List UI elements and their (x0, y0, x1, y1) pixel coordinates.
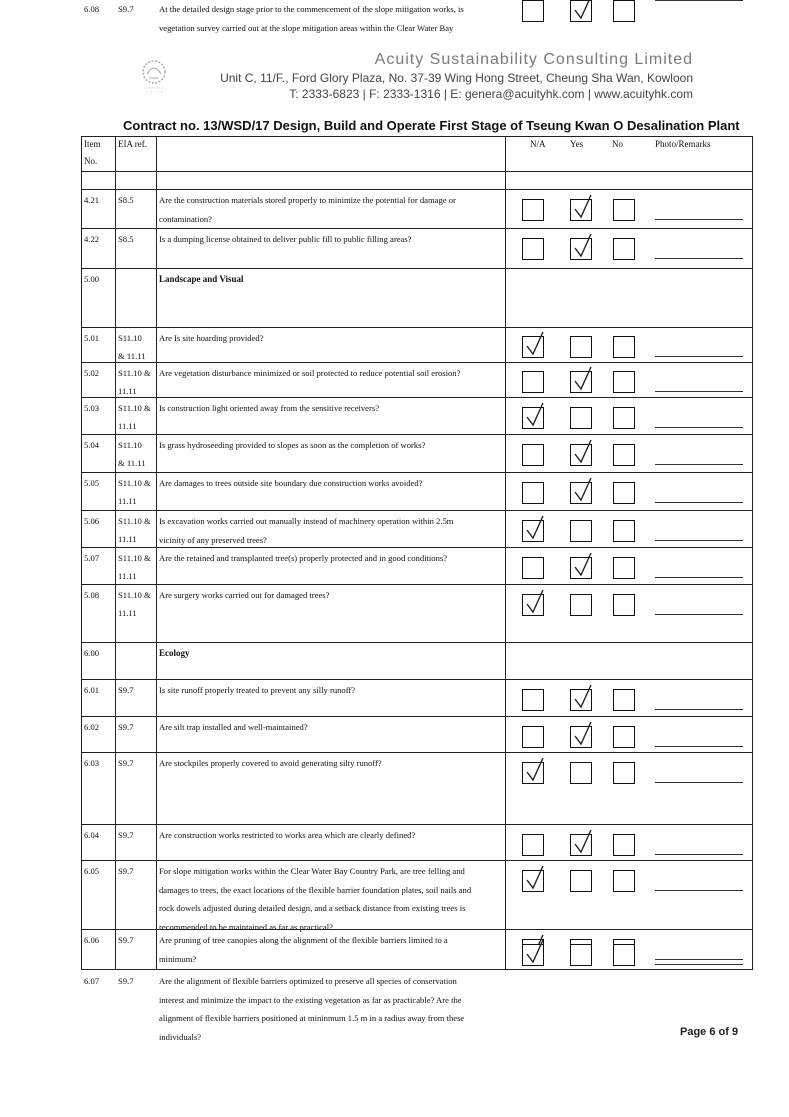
col-divider-item (115, 136, 116, 970)
description-line: Are stockpiles properly covered to avoid generating silty runoff? (159, 758, 382, 768)
description-line: vicinity of any preserved trees? (159, 534, 267, 545)
eia-ref: S9.7 (118, 685, 134, 695)
checkmark-icon (573, 366, 593, 392)
remarks-line (655, 890, 743, 891)
eia-ref: S9.7 (118, 758, 134, 768)
row-divider (81, 434, 753, 435)
description-line: vegetation survey carried out at the slope mitigation areas within the Clear Water Bay (159, 22, 454, 33)
section-title: Ecology (159, 648, 190, 658)
checkbox-na[interactable] (522, 870, 544, 892)
checkbox-yes[interactable] (570, 0, 592, 22)
checkmark-icon (525, 757, 545, 783)
item-number: 6.06 (84, 935, 100, 945)
item-description (159, 754, 507, 773)
checkbox-na[interactable] (522, 726, 544, 748)
item-number: 5.04 (84, 440, 100, 450)
eia-ref: 11.11 (118, 496, 137, 506)
item-number: 5.08 (84, 590, 100, 600)
eia-ref: S9.7 (118, 4, 134, 14)
row-divider (81, 397, 753, 398)
item-number: 5.00 (84, 274, 100, 284)
item-number: 5.06 (84, 516, 100, 526)
eia-ref: & 11.11 (118, 458, 146, 468)
remarks-line (655, 502, 743, 503)
description-line: individuals? (159, 1031, 202, 1042)
page-number: Page 6 of 9 (680, 1026, 739, 1038)
remarks-line (655, 614, 743, 615)
row-divider (81, 679, 753, 680)
remarks-line (655, 964, 743, 965)
eia-ref: S9.7 (118, 935, 134, 945)
checkbox-na[interactable] (522, 371, 544, 393)
item-number: 5.07 (84, 553, 100, 563)
company-address: Unit C, 11/F., Ford Glory Plaza, No. 37-39 Wing Hong Street, Cheung Sha Wan, Kowloon (220, 71, 693, 85)
remarks-line (655, 540, 743, 541)
eia-ref: 11.11 (118, 608, 137, 618)
description-line: Is grass hydroseeding provided to slopes as soon as the completion of works? (159, 440, 426, 450)
checkbox-yes[interactable] (570, 762, 592, 784)
item-description (159, 972, 507, 1046)
checkmark-icon (573, 721, 593, 747)
checkbox-yes[interactable] (570, 834, 592, 856)
remarks-line (655, 427, 743, 428)
item-description (159, 931, 507, 968)
description-line: recommended to be maintained as far as practical? (159, 921, 333, 932)
remarks-line (655, 356, 743, 357)
checkmark-icon (525, 402, 545, 428)
eia-ref: S9.7 (118, 830, 134, 840)
item-description (159, 826, 507, 845)
checkbox-yes[interactable] (570, 336, 592, 358)
description-line: Are surgery works carried out for damaged trees? (159, 590, 330, 600)
description-line: Are damages to trees outside site boundary due construction works avoided? (159, 478, 423, 488)
checkbox-no[interactable] (613, 0, 635, 22)
checkbox-no[interactable] (613, 834, 635, 856)
row-divider (81, 189, 753, 190)
description-line: For slope mitigation works within the Clear Water Bay Country Park, are tree felling and (159, 866, 465, 876)
row-divider (81, 362, 753, 363)
checkmark-icon (573, 194, 593, 220)
description-line: Are construction works restricted to works area which are clearly defined? (159, 830, 416, 840)
item-description (159, 718, 507, 737)
checkmark-icon (573, 829, 593, 855)
checkbox-no[interactable] (613, 594, 635, 616)
item-description (159, 436, 507, 455)
checkmark-icon (525, 331, 545, 357)
row-divider (81, 472, 753, 473)
row-divider (81, 327, 753, 328)
item-number: 6.01 (84, 685, 100, 695)
item-description (159, 549, 507, 568)
remarks-line (655, 0, 743, 1)
item-number: 5.02 (84, 368, 100, 378)
checkbox-yes[interactable] (570, 444, 592, 466)
checkbox-no[interactable] (613, 238, 635, 260)
remarks-line (655, 959, 743, 960)
item-description (159, 512, 507, 549)
eia-ref: S11.10 & (118, 403, 151, 413)
checkbox-yes[interactable] (570, 199, 592, 221)
item-description (159, 0, 507, 37)
description-line: Is construction light oriented away from the sensitive receivers? (159, 403, 380, 413)
checkbox-na[interactable] (522, 199, 544, 221)
item-number: 6.03 (84, 758, 100, 768)
checkbox-no[interactable] (613, 944, 635, 966)
checkmark-icon (525, 515, 545, 541)
description-line: At the detailed design stage prior to the commencement of the slope mitigation works, is (159, 4, 464, 14)
company-logo (138, 58, 170, 98)
item-description (159, 862, 507, 936)
item-number: 4.21 (84, 195, 100, 205)
eia-ref: 11.11 (118, 571, 137, 581)
description-line: Is site runoff properly treated to prevent any silly runoff? (159, 685, 356, 695)
col-header-item: Item (84, 139, 101, 149)
col-header-no-answer: No (612, 139, 623, 149)
checkbox-no[interactable] (613, 407, 635, 429)
checkbox-yes[interactable] (570, 726, 592, 748)
eia-ref: S11.10 & (118, 516, 151, 526)
eia-ref: S11.10 & (118, 553, 151, 563)
item-number: 6.04 (84, 830, 100, 840)
item-description (159, 586, 507, 605)
checkbox-yes[interactable] (570, 482, 592, 504)
checkmark-icon (573, 552, 593, 578)
checkbox-no[interactable] (613, 199, 635, 221)
row-divider (81, 642, 753, 643)
checkbox-no[interactable] (613, 482, 635, 504)
checkmark-icon (525, 589, 545, 615)
row-divider (81, 228, 753, 229)
item-number: 4.22 (84, 234, 100, 244)
description-line: contamination? (159, 213, 212, 224)
eia-ref: 11.11 (118, 386, 137, 396)
company-header (190, 50, 693, 102)
item-number: 6.00 (84, 648, 100, 658)
eia-ref: S11.10 & (118, 368, 151, 378)
description-line: Are pruning of tree canopies along the alignment of the flexible barriers limited to a (159, 935, 448, 945)
company-contact: T: 2333-6823 | F: 2333-1316 | E: genera@acuityhk.com | www.acuityhk.com (289, 87, 693, 101)
checkbox-na[interactable] (522, 520, 544, 542)
checkbox-na[interactable] (522, 944, 544, 966)
row-divider (81, 752, 753, 753)
section-title: Landscape and Visual (159, 274, 244, 284)
remarks-line (655, 577, 743, 578)
checkbox-na[interactable] (522, 0, 544, 22)
checkbox-no[interactable] (613, 336, 635, 358)
checkbox-yes[interactable] (570, 371, 592, 393)
item-number: 6.08 (84, 4, 100, 14)
description-line: Are the construction materials stored properly to minimize the potential for damage or (159, 195, 456, 205)
item-description (159, 474, 507, 493)
description-line: Is excavation works carried out manually instead of machinery operation within 2.5m (159, 516, 454, 526)
checkbox-na[interactable] (522, 762, 544, 784)
checkbox-yes[interactable] (570, 870, 592, 892)
col-header-remarks: Photo/Remarks (655, 139, 711, 149)
checkbox-yes[interactable] (570, 944, 592, 966)
checkbox-no[interactable] (613, 520, 635, 542)
eia-ref: S11.10 (118, 333, 142, 343)
checkbox-na[interactable] (522, 834, 544, 856)
item-description (159, 364, 507, 383)
col-divider-eia (156, 136, 157, 970)
row-divider (81, 716, 753, 717)
checkmark-icon (573, 439, 593, 465)
description-line: damages to trees, the exact locations of the flexible barrier foundation plates, soil nails and (159, 884, 472, 895)
checkbox-na[interactable] (522, 689, 544, 711)
checkbox-no[interactable] (613, 444, 635, 466)
remarks-line (655, 258, 743, 259)
checkbox-no[interactable] (613, 689, 635, 711)
checkbox-na[interactable] (522, 594, 544, 616)
eia-ref: 11.11 (118, 421, 137, 431)
item-number: 5.01 (84, 333, 100, 343)
col-header-yes: Yes (570, 139, 584, 149)
checkmark-icon (573, 0, 593, 21)
checkbox-yes[interactable] (570, 407, 592, 429)
checkbox-no[interactable] (613, 371, 635, 393)
checkmark-icon (525, 939, 545, 965)
row-divider (81, 510, 753, 511)
eia-ref: 11.11 (118, 534, 137, 544)
col-header-eia: EIA ref. (118, 139, 147, 149)
description-line: rock dowels adjusted during detailed design, and a setback distance from existing trees is (159, 903, 466, 913)
eia-ref: S11.10 (118, 440, 142, 450)
description-line: alignment of flexible barriers positioned at mininmum 1.5 m in a radius away from these (159, 1013, 465, 1023)
eia-ref: & 11.11 (118, 351, 146, 361)
remarks-line (655, 391, 743, 392)
description-line: Are Is site hoarding provided? (159, 333, 264, 343)
company-name: Acuity Sustainability Consulting Limited (374, 51, 693, 68)
eia-ref: S9.7 (118, 722, 134, 732)
checkmark-icon (525, 865, 545, 891)
description-line: minimum? (159, 953, 197, 964)
eia-ref: S11.10 & (118, 478, 151, 488)
checkbox-na[interactable] (522, 557, 544, 579)
row-divider (81, 824, 753, 825)
checkbox-no[interactable] (613, 557, 635, 579)
eia-ref: S11.10 & (118, 590, 151, 600)
row-divider (81, 268, 753, 269)
remarks-line (655, 219, 743, 220)
item-description (159, 681, 507, 700)
checkbox-yes[interactable] (570, 594, 592, 616)
contract-title: Contract no. 13/WSD/17 Design, Build and Operate First Stage of Tseung Kwan O Desalination Plant (123, 118, 740, 133)
checkmark-icon (573, 477, 593, 503)
row-divider (81, 860, 753, 861)
col-header-no: No. (84, 156, 98, 166)
eia-ref: S8.5 (118, 195, 134, 205)
remarks-line (655, 709, 743, 710)
checkbox-no[interactable] (613, 726, 635, 748)
item-number: 6.07 (84, 976, 100, 986)
checkbox-yes[interactable] (570, 689, 592, 711)
item-description (159, 191, 507, 228)
col-header-na: N/A (530, 139, 546, 149)
remarks-line (655, 782, 743, 783)
item-description (159, 230, 507, 249)
description-line: Are vegetation disturbance minimized or soil protected to reduce potential soil erosion? (159, 368, 461, 378)
row-divider (81, 584, 753, 585)
eia-ref: S8.5 (118, 234, 134, 244)
description-line: interest and minimize the impact to the existing vegetation as far as practicable? Are the (159, 994, 462, 1005)
checkbox-yes[interactable] (570, 238, 592, 260)
checkbox-na[interactable] (522, 238, 544, 260)
row-divider (81, 171, 753, 172)
checkbox-na[interactable] (522, 336, 544, 358)
item-number: 6.05 (84, 866, 100, 876)
item-number: 6.02 (84, 722, 100, 732)
checkbox-yes[interactable] (570, 557, 592, 579)
checkbox-no[interactable] (613, 870, 635, 892)
item-number: 5.05 (84, 478, 100, 488)
checkbox-no[interactable] (613, 762, 635, 784)
checkbox-na[interactable] (522, 482, 544, 504)
eia-ref: S9.7 (118, 866, 134, 876)
remarks-line (655, 464, 743, 465)
checkbox-na[interactable] (522, 407, 544, 429)
checkbox-na[interactable] (522, 444, 544, 466)
eia-ref: S9.7 (118, 976, 134, 986)
checkmark-icon (573, 233, 593, 259)
description-line: Are silt trap installed and well-maintained? (159, 722, 308, 732)
description-line: Are the retained and transplanted tree(s) properly protected and in good conditions? (159, 553, 448, 563)
description-line: Are the alignment of flexible barriers optimized to preserve all species of conservation (159, 976, 457, 986)
description-line: Is a dumping license obtained to deliver public fill to public filling areas? (159, 234, 412, 244)
item-description (159, 329, 507, 348)
remarks-line (655, 746, 743, 747)
remarks-line (655, 854, 743, 855)
checkbox-yes[interactable] (570, 520, 592, 542)
row-divider (81, 136, 753, 137)
checkmark-icon (573, 684, 593, 710)
item-description (159, 399, 507, 418)
item-number: 5.03 (84, 403, 100, 413)
